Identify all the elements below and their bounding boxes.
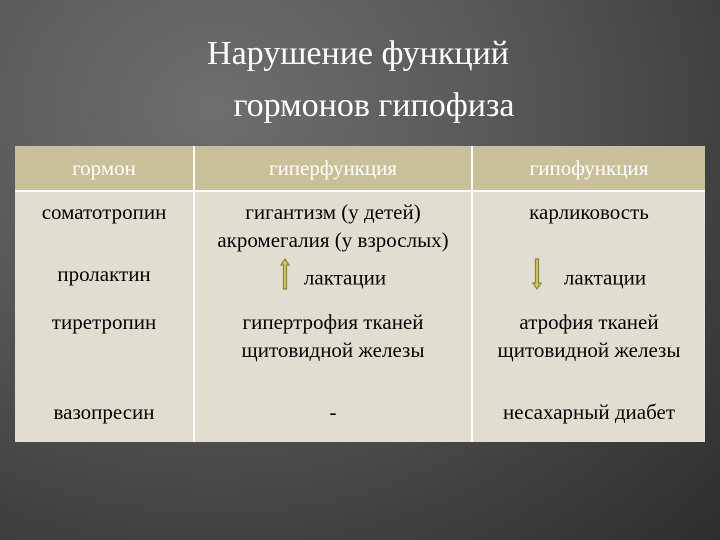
hyperfunction-text: лактации [303,265,387,290]
hyperfunction-text: акромегалия (у взрослых) [217,228,449,252]
hyperfunction-text: щитовидной железы [241,338,425,362]
hypofunction-cell [472,304,705,394]
hypofunction-cell [472,394,705,442]
header-hormone: гормон [15,146,194,191]
hyperfunction-cell [194,304,472,394]
table-row [15,191,705,260]
hypofunction-cell [472,191,705,260]
hormone-name: тиретропин [51,310,157,334]
slide-title [140,28,580,132]
hormone-cell [15,260,194,304]
hyperfunction-text: гигантизм (у детей) [245,200,421,224]
hypofunction-text: щитовидной железы [497,338,681,362]
hyperfunction-cell [194,260,472,304]
hyperfunction-text: гипертрофия тканей [242,310,424,334]
title-line-1: Нарушение функций [207,35,509,72]
hypofunction-text: карликовость [529,200,649,224]
table-row [15,260,705,304]
title-line-2: гормонов гипофиза [233,87,515,124]
hyperfunction-cell [194,191,472,260]
hyperfunction-text: - [329,400,337,424]
header-hyperfunction: гиперфункция [194,146,472,191]
hormone-name: соматотропин [41,200,167,224]
arrow-up-icon [280,258,290,297]
hormone-table [15,146,705,442]
header-hypofunction: гипофункция [472,146,705,191]
hormone-cell [15,304,194,394]
hypofunction-text: несахарный диабет [502,400,675,424]
hormone-cell [15,191,194,260]
hypofunction-cell [472,260,705,304]
hormone-name: пролактин [57,262,151,286]
hormone-cell [15,394,194,442]
arrow-down-icon [532,258,542,297]
table-header-row [15,146,705,191]
hormone-name: вазопресин [53,400,155,424]
hypofunction-text: лактации [563,265,647,290]
table-row [15,394,705,442]
hyperfunction-cell [194,394,472,442]
table-row [15,304,705,394]
hypofunction-text: атрофия тканей [519,310,659,334]
